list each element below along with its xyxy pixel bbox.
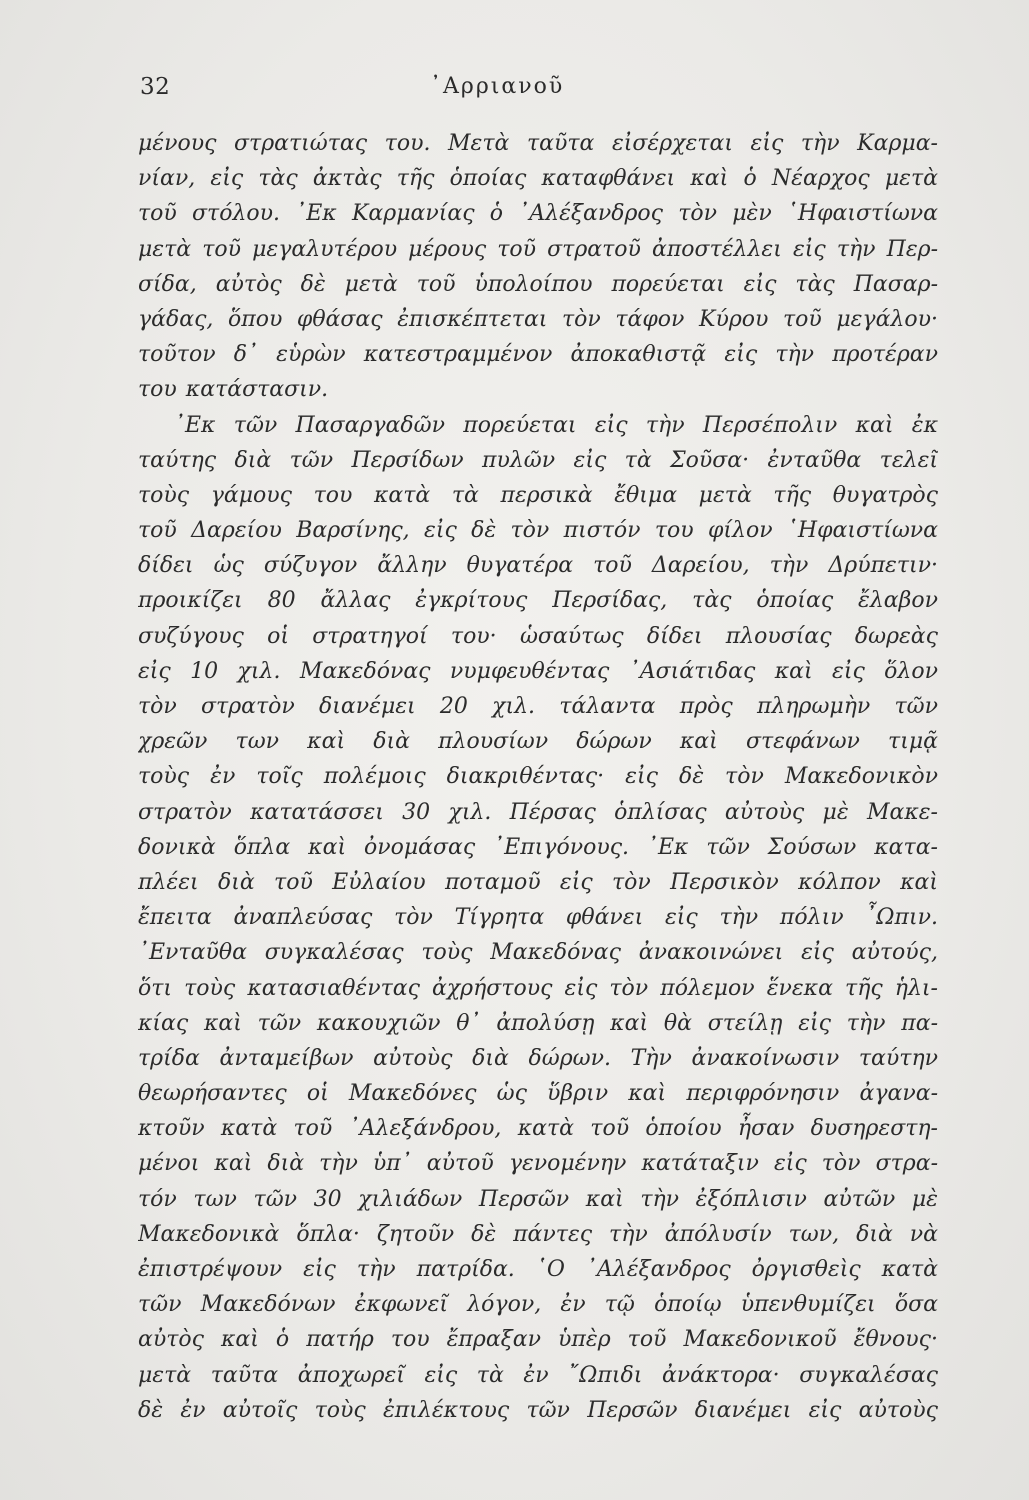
text-line: κίας καὶ τῶν κακουχιῶν θ᾿ ἀπολύσῃ καὶ θὰ στείλῃ εἰς τὴν πα- xyxy=(138,1010,938,1036)
text-line: μετὰ ταῦτα ἀποχωρεῖ εἰς τὰ ἐν ῎Ωπιδι ἀνάκτορα· συγκαλέσας xyxy=(138,1362,938,1388)
text-line: τῶν Μακεδόνων ἐκφωνεῖ λόγον, ἐν τῷ ὁποίῳ ὑπενθυμίζει ὅσα xyxy=(138,1292,938,1318)
text-line: σίδα, αὐτὸς δὲ μετὰ τοῦ ὑπολοίπου πορεύεται εἰς τὰς Πασαρ- xyxy=(138,271,938,297)
page-number: 32 xyxy=(140,74,171,100)
text-line: τόν των τῶν 30 χιλιάδων Περσῶν καὶ τὴν ἐξόπλισιν αὐτῶν μὲ xyxy=(138,1186,938,1212)
text-line: Μακεδονικὰ ὅπλα· ζητοῦν δὲ πάντες τὴν ἀπόλυσίν των, διὰ νὰ xyxy=(138,1221,938,1247)
text-line: αὐτὸς καὶ ὁ πατήρ του ἔπραξαν ὑπὲρ τοῦ Μακεδονικοῦ ἔθνους· xyxy=(138,1327,938,1353)
text-line: νίαν, εἰς τὰς ἀκτὰς τῆς ὁποίας καταφθάνει καὶ ὁ Νέαρχος μετὰ xyxy=(138,166,938,192)
text-line: θεωρήσαντες οἱ Μακεδόνες ὡς ὕβριν καὶ περιφρόνησιν ἀγανα- xyxy=(138,1081,938,1107)
text-line: του κατάστασιν. xyxy=(138,377,329,403)
text-line: δονικὰ ὅπλα καὶ ὀνομάσας ᾿Επιγόνους. ᾿Εκ τῶν Σούσων κατα- xyxy=(138,834,938,860)
text-line: ὅτι τοὺς κατασιαθέντας ἀχρήστους εἰς τὸν πόλεμον ἕνεκα τῆς ἡλι- xyxy=(138,975,938,1001)
text-line: συζύγους οἱ στρατηγοί του· ὡσαύτως δίδει πλουσίας δωρεὰς xyxy=(138,623,938,649)
text-line: τοῦ στόλου. ᾿Εκ Καρμανίας ὁ ᾿Αλέξανδρος τὸν μὲν ῾Ηφαιστίωνα xyxy=(138,201,938,227)
text-line: δὲ ἐν αὐτοῖς τοὺς ἐπιλέκτους τῶν Περσῶν διανέμει εἰς αὐτοὺς xyxy=(138,1397,938,1423)
text-line: τοὺς ἐν τοῖς πολέμοις διακριθέντας· εἰς δὲ τὸν Μακεδονικὸν xyxy=(138,764,938,790)
text-line: ᾿Ενταῦθα συγκαλέσας τοὺς Μακεδόνας ἀνακοινώνει εἰς αὐτούς, xyxy=(138,940,938,966)
text-line: τοὺς γάμους του κατὰ τὰ περσικὰ ἔθιμα μετὰ τῆς θυγατρὸς xyxy=(138,482,938,508)
text-line: χρεῶν των καὶ διὰ πλουσίων δώρων καὶ στεφάνων τιμᾷ xyxy=(138,729,938,755)
text-line: ᾿Εκ τῶν Πασαργαδῶν πορεύεται εἰς τὴν Περσέπολιν καὶ ἐκ xyxy=(174,412,938,438)
text-line: δίδει ὡς σύζυγον ἄλλην θυγατέρα τοῦ Δαρείου, τὴν Δρύπετιν· xyxy=(138,553,938,579)
running-head: ᾿Αρριανοῦ xyxy=(430,74,565,99)
text-line: γάδας, ὅπου φθάσας ἐπισκέπτεται τὸν τάφον Κύρου τοῦ μεγάλου· xyxy=(138,306,938,332)
text-line: τοῦτον δ᾿ εὑρὼν κατεστραμμένον ἀποκαθιστᾷ εἰς τὴν προτέραν xyxy=(138,342,938,368)
text-line: μένοι καὶ διὰ τὴν ὑπ᾿ αὐτοῦ γενομένην κατάταξιν εἰς τὸν στρα- xyxy=(138,1151,938,1177)
text-line: μένους στρατιώτας του. Μετὰ ταῦτα εἰσέρχεται εἰς τὴν Καρμα- xyxy=(138,131,938,156)
text-line: ἔπειτα ἀναπλεύσας τὸν Τίγρητα φθάνει εἰς τὴν πόλιν ῏Ωπιν. xyxy=(138,905,938,931)
text-line: τρίδα ἀνταμείβων αὐτοὺς διὰ δώρων. Τὴν ἀνακοίνωσιν ταύτην xyxy=(138,1045,938,1071)
page-header xyxy=(140,74,900,110)
text-line: μετὰ τοῦ μεγαλυτέρου μέρους τοῦ στρατοῦ ἀποστέλλει εἰς τὴν Περ- xyxy=(138,236,938,262)
text-line: στρατὸν κατατάσσει 30 χιλ. Πέρσας ὁπλίσας αὐτοὺς μὲ Μακε- xyxy=(138,799,938,825)
text-line: ταύτης διὰ τῶν Περσίδων πυλῶν εἰς τὰ Σοῦσα· ἐνταῦθα τελεῖ xyxy=(138,447,938,473)
text-line: τοῦ Δαρείου Βαρσίνης, εἰς δὲ τὸν πιστόν του φίλον ῾Ηφαιστίωνα xyxy=(138,518,938,544)
text-line: εἰς 10 χιλ. Μακεδόνας νυμφευθέντας ᾿Ασιάτιδας καὶ εἰς ὅλον xyxy=(138,658,938,684)
text-line: πλέει διὰ τοῦ Εὐλαίου ποταμοῦ εἰς τὸν Περσικὸν κόλπον καὶ xyxy=(138,869,938,895)
text-line: κτοῦν κατὰ τοῦ ᾿Αλεξάνδρου, κατὰ τοῦ ὁποίου ἦσαν δυσηρεστη- xyxy=(138,1116,938,1142)
text-line: προικίζει 80 ἄλλας ἐγκρίτους Περσίδας, τὰς ὁποίας ἔλαβον xyxy=(138,588,938,614)
text-line: τὸν στρατὸν διανέμει 20 χιλ. τάλαντα πρὸς πληρωμὴν τῶν xyxy=(138,694,938,719)
body-text xyxy=(138,126,938,1428)
text-line: ἐπιστρέψουν εἰς τὴν πατρίδα. ῾Ο ᾿Αλέξανδρος ὀργισθεὶς κατὰ xyxy=(138,1257,938,1282)
